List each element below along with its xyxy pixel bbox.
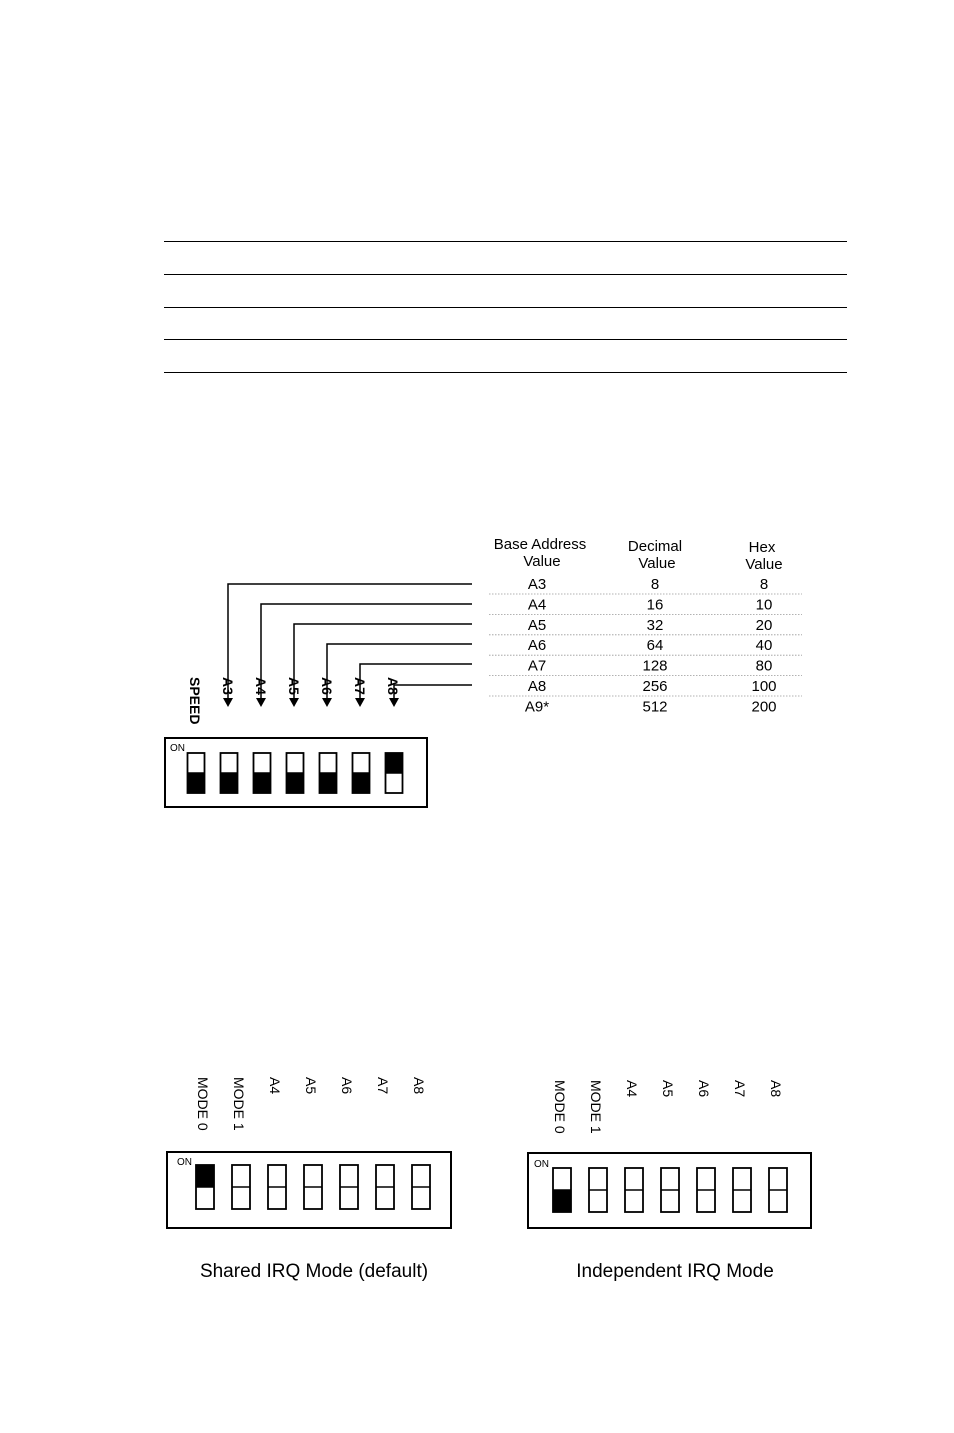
dip-toggle [340,1165,358,1209]
dip-toggle [733,1168,751,1212]
dip-toggle [769,1168,787,1212]
switch-label: A6 [339,1077,355,1095]
switch-label: A7 [732,1080,748,1098]
arrowhead-icon [256,698,266,707]
arrowhead-icon [322,698,332,707]
toggle-knob [254,773,271,793]
switch-label: A7 [375,1077,391,1095]
address-cell: A7 [527,657,547,675]
toggle-knob [353,773,370,793]
switch-label: MODE 0 [195,1077,211,1131]
address-table [489,536,802,715]
table-row [489,576,802,594]
switch-label: A5 [660,1080,676,1098]
table-row [489,637,802,655]
switch-label: A8 [385,677,401,695]
shared-irq-dip-switch [167,1077,451,1282]
toggle-knob [386,753,403,773]
switch-label: A4 [624,1080,640,1098]
table-rows [489,576,802,715]
address-cell: A9* [524,698,550,716]
address-cell: A8 [527,678,547,695]
arrow-a8 [394,685,472,699]
switch-toggles [553,1168,787,1212]
address-dip-switch [165,677,427,807]
hex-cell: 80 [755,657,773,675]
dip-toggle [196,1165,214,1209]
toggle-knob [553,1190,571,1212]
switch-toggles [188,753,403,793]
arrowhead-icon [389,698,399,707]
on-label: ON [177,1157,192,1168]
switch-label: A8 [768,1080,784,1098]
toggle-knob [287,773,304,793]
decimal-cell: 256 [642,678,668,695]
switch-label: SPEED [187,677,203,725]
toggle-knob [188,773,205,793]
dip-toggle [412,1165,430,1209]
address-cell: A3 [527,576,547,593]
table-row [525,698,777,715]
switch-label: A4 [253,677,269,695]
switch-label: A4 [267,1077,283,1095]
switch-labels [195,1077,427,1131]
dip-toggle [589,1168,607,1212]
decimal-cell: 64 [646,637,664,655]
dip-toggle [376,1165,394,1209]
dec-header-line1: Decimal [627,538,683,555]
independent-irq-dip-switch [528,1080,811,1282]
switch-label: MODE 1 [588,1080,604,1134]
hex-cell: 10 [755,596,773,614]
switch-label: A6 [696,1080,712,1098]
on-label: ON [170,743,185,754]
table-row [489,678,802,696]
dip-toggle [254,753,271,793]
dip-toggle [304,1165,322,1209]
address-cell: A4 [527,596,547,614]
dip-toggle [287,753,304,793]
switch-label: A3 [220,677,236,695]
dip-toggle [697,1168,715,1212]
table-row [489,617,802,635]
table-row [489,658,802,676]
base-header-line2: Value [523,553,561,570]
toggle-knob [196,1165,214,1187]
hex-cell: 40 [755,637,773,655]
arrowhead-icon [355,698,365,707]
switch-label: A5 [286,677,302,695]
independent-irq-caption: Independent IRQ Mode [576,1261,774,1282]
dip-toggle [268,1165,286,1209]
table-row [489,596,802,614]
arrowhead-icon [289,698,299,707]
switch-label: A7 [352,677,368,695]
address-cell: A6 [527,637,547,655]
toggle-knob [221,773,238,793]
switch-label: A6 [319,677,335,695]
address-cell: A5 [527,616,547,634]
dec-header-line2: Value [638,555,676,572]
shared-irq-caption: Shared IRQ Mode (default) [199,1261,429,1282]
arrow-heads [223,698,399,707]
decimal-cell: 8 [650,576,660,593]
dip-toggle [188,753,205,793]
hex-cell: 100 [751,678,777,695]
dip-toggle [221,753,238,793]
switch-label: MODE 0 [552,1080,568,1134]
decimal-cell: 32 [646,616,664,634]
dip-toggle [553,1168,571,1212]
hex-header-line1: Hex [748,539,776,556]
hex-cell: 200 [751,698,777,716]
arrow-a7 [360,664,472,699]
switch-labels [552,1080,784,1134]
dip-toggle [232,1165,250,1209]
dip-toggle [320,753,337,793]
on-label: ON [534,1159,549,1170]
arrowhead-icon [223,698,233,707]
hex-cell: 8 [759,576,769,593]
dip-toggle [661,1168,679,1212]
switch-label: A8 [411,1077,427,1095]
decimal-cell: 128 [642,657,668,675]
switch-toggles [196,1165,430,1209]
dip-toggle [386,753,403,793]
hex-cell: 20 [755,616,773,634]
switch-label: MODE 1 [231,1077,247,1131]
switch-label: A5 [303,1077,319,1095]
toggle-knob [320,773,337,793]
base-header-line1: Base Address [493,536,587,553]
dip-toggle [625,1168,643,1212]
decimal-cell: 512 [642,698,668,716]
decimal-cell: 16 [646,596,664,614]
hex-header-line2: Value [745,556,783,573]
dip-toggle [353,753,370,793]
